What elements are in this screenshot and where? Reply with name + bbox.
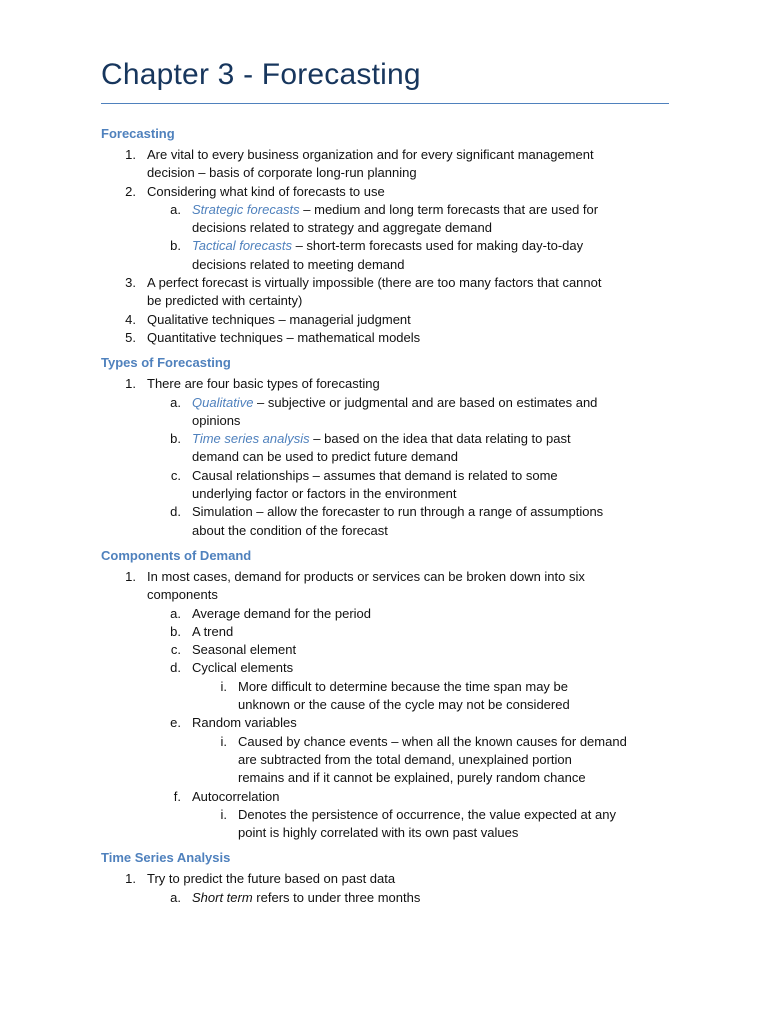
list-item-text xyxy=(192,605,371,623)
list-item-line xyxy=(0,806,768,824)
list-marker: c. xyxy=(170,467,181,483)
list-item-line xyxy=(0,448,768,466)
list-item-line xyxy=(0,274,768,292)
list-item-line xyxy=(0,329,768,347)
list-item-line xyxy=(0,714,768,732)
list-item xyxy=(0,467,768,504)
list-marker: c. xyxy=(170,642,181,658)
text-run: – based on the idea that data relating to past xyxy=(309,431,571,447)
list-item-text xyxy=(192,641,296,659)
list-marker: 1. xyxy=(125,147,136,162)
list-item-text xyxy=(147,870,395,888)
list-item-text xyxy=(192,503,603,521)
term-highlight: Time series analysis xyxy=(192,431,310,447)
list-item-line xyxy=(0,430,768,448)
list-item-text xyxy=(147,311,411,329)
list-item-text xyxy=(192,394,597,412)
list-marker: 1. xyxy=(125,871,136,887)
text-run: Simulation – allow the forecaster to run through a range of assumptions xyxy=(192,504,604,520)
list-marker: d. xyxy=(170,660,181,676)
list-marker: b. xyxy=(170,431,181,447)
list-item-line xyxy=(0,586,768,604)
text-run: Autocorrelation xyxy=(192,788,280,804)
list-item-line xyxy=(0,788,768,806)
list-item-text xyxy=(192,256,404,274)
list-item-line xyxy=(0,678,768,696)
list-item-text xyxy=(238,696,570,714)
list-item xyxy=(0,641,768,659)
term-highlight: Strategic forecasts xyxy=(192,201,300,217)
emphasis-text: Short term xyxy=(192,889,253,905)
list-item-line xyxy=(0,605,768,623)
list-item-line xyxy=(0,467,768,485)
text-run: Average demand for the period xyxy=(192,605,371,621)
list-item-text xyxy=(192,485,456,503)
list-item xyxy=(0,806,768,843)
section-heading xyxy=(0,353,768,375)
list-marker: a. xyxy=(170,889,181,905)
list-item xyxy=(0,503,768,540)
text-run: There are four basic types of forecasting xyxy=(147,376,380,392)
text-run: – subjective or judgmental and are based on estimates and xyxy=(253,394,598,410)
list-item-line xyxy=(0,824,768,842)
list-item xyxy=(0,183,768,201)
list-item-text xyxy=(192,623,233,641)
list-marker: b. xyxy=(170,623,181,639)
list-item xyxy=(0,788,768,806)
text-run: decisions related to meeting demand xyxy=(192,256,405,272)
text-run: about the condition of the forecast xyxy=(192,522,388,538)
list-item-text xyxy=(192,201,598,219)
text-run: underlying factor or factors in the environment xyxy=(192,486,457,502)
list-item xyxy=(0,329,768,347)
list-marker: 3. xyxy=(125,275,136,291)
list-item-line xyxy=(0,292,768,310)
text-run: point is highly correlated with its own past values xyxy=(238,825,519,841)
text-run: opinions xyxy=(192,412,241,428)
list-marker: a. xyxy=(170,394,181,410)
list-item xyxy=(0,237,768,274)
list-item-line xyxy=(0,412,768,430)
list-item-text xyxy=(238,806,616,824)
term-highlight: Qualitative xyxy=(192,394,254,410)
list-item-text xyxy=(192,889,420,907)
text-run: – medium and long term forecasts that are used for xyxy=(299,201,599,217)
list-item-line xyxy=(0,641,768,659)
text-run: In most cases, demand for products or services can be broken down into six xyxy=(147,568,585,584)
list-item-line xyxy=(0,219,768,237)
list-item-line xyxy=(0,394,768,412)
text-run: A perfect forecast is virtually impossible (there are too many factors that cannot xyxy=(147,275,602,291)
section-heading xyxy=(0,124,768,146)
text-run: Causal relationships – assumes that demand is related to some xyxy=(192,467,558,483)
list-item xyxy=(0,430,768,467)
list-item-text xyxy=(192,219,492,237)
list-item-text xyxy=(147,146,594,164)
section-heading-text: Time Series Analysis xyxy=(101,850,231,866)
list-marker: i. xyxy=(220,806,227,822)
list-item-line xyxy=(0,623,768,641)
list-item xyxy=(0,394,768,431)
list-marker: 1. xyxy=(125,568,136,584)
list-item-text xyxy=(192,659,293,677)
list-item-text xyxy=(192,714,297,732)
list-item-text xyxy=(238,751,572,769)
list-item-line xyxy=(0,889,768,907)
section xyxy=(0,546,768,842)
list-marker: a. xyxy=(170,605,181,621)
page-title: Chapter 3 - Forecasting xyxy=(101,58,421,91)
text-run: Are vital to every business organization and for every significant management xyxy=(147,147,594,162)
text-run: are subtracted from the total demand, unexplained portion xyxy=(238,751,572,767)
list-item-line xyxy=(0,503,768,521)
section-heading xyxy=(0,546,768,568)
text-run: remains and if it cannot be explained, purely random chance xyxy=(238,770,586,786)
list-item-line xyxy=(0,237,768,255)
list-item xyxy=(0,568,768,605)
text-run: be predicted with certainty) xyxy=(147,293,303,309)
list-marker: 5. xyxy=(125,329,136,345)
list-item xyxy=(0,623,768,641)
text-run: – short-term forecasts used for making day-to-day xyxy=(291,238,584,254)
list-marker: a. xyxy=(170,201,181,217)
list-item-line xyxy=(0,375,768,393)
list-item-line xyxy=(0,659,768,677)
list-item-text xyxy=(238,769,586,787)
list-marker: i. xyxy=(220,733,227,749)
text-run: Seasonal element xyxy=(192,642,297,658)
text-run: decision – basis of corporate long-run planning xyxy=(147,165,417,181)
list-item xyxy=(0,889,768,907)
list-item-text xyxy=(147,568,585,586)
list-item-text xyxy=(192,412,240,430)
list-item-text xyxy=(238,733,627,751)
list-item-text xyxy=(147,375,380,393)
list-item-text xyxy=(147,164,417,182)
text-run: A trend xyxy=(192,623,234,639)
list-item-line xyxy=(0,311,768,329)
list-marker: 2. xyxy=(125,183,136,199)
list-marker: i. xyxy=(220,678,227,694)
list-item-text xyxy=(147,183,385,201)
text-run: Caused by chance events – when all the known causes for demand xyxy=(238,733,627,749)
list-item-line xyxy=(0,696,768,714)
list-item-line xyxy=(0,751,768,769)
text-run: Quantitative techniques – mathematical models xyxy=(147,329,421,345)
list-item-text xyxy=(192,430,571,448)
list-marker: 4. xyxy=(125,311,136,327)
list-item xyxy=(0,311,768,329)
section-heading-text: Components of Demand xyxy=(101,547,252,563)
list-item-line xyxy=(0,733,768,751)
text-run: More difficult to determine because the time span may be xyxy=(238,678,568,694)
list-item xyxy=(0,146,768,183)
list-item-text xyxy=(147,329,420,347)
section-heading xyxy=(0,848,768,870)
list-item xyxy=(0,870,768,888)
list-marker: e. xyxy=(170,715,181,731)
list-item-text xyxy=(192,522,388,540)
list-item-line xyxy=(0,164,768,182)
list-item-line xyxy=(0,256,768,274)
title-rule xyxy=(101,103,669,104)
list-item-line xyxy=(0,522,768,540)
list-item-text xyxy=(147,586,218,604)
list-item xyxy=(0,375,768,393)
list-item xyxy=(0,733,768,788)
list-marker: 1. xyxy=(125,376,136,392)
list-item-text xyxy=(238,678,568,696)
list-item-text xyxy=(192,448,458,466)
section-heading-text: Forecasting xyxy=(101,126,175,141)
list-item-line xyxy=(0,146,768,164)
text-run: components xyxy=(147,587,218,603)
text-run: demand can be used to predict future demand xyxy=(192,449,458,465)
list-item-line xyxy=(0,183,768,201)
list-item-line xyxy=(0,568,768,586)
list-item-line xyxy=(0,485,768,503)
text-run: Qualitative techniques – managerial judgment xyxy=(147,311,411,327)
text-run: Considering what kind of forecasts to use xyxy=(147,183,385,199)
list-item-text xyxy=(147,292,302,310)
list-item-line xyxy=(0,870,768,888)
section xyxy=(0,848,768,907)
section xyxy=(0,124,768,347)
list-item-text xyxy=(192,237,583,255)
term-highlight: Tactical forecasts xyxy=(192,238,292,254)
list-item-text xyxy=(147,274,602,292)
list-item xyxy=(0,605,768,623)
document-body xyxy=(0,124,768,907)
text-run: decisions related to strategy and aggregate demand xyxy=(192,220,492,236)
section-heading-text: Types of Forecasting xyxy=(101,355,231,371)
list-item-text xyxy=(192,467,558,485)
list-item xyxy=(0,659,768,677)
text-run: Random variables xyxy=(192,715,297,731)
list-item-text xyxy=(238,824,518,842)
list-marker: f. xyxy=(173,788,181,804)
list-item-line xyxy=(0,201,768,219)
list-marker: b. xyxy=(170,238,181,254)
list-item-text xyxy=(192,788,279,806)
list-item-line xyxy=(0,769,768,787)
text-run: Denotes the persistence of occurrence, the value expected at any xyxy=(238,806,616,822)
list-item xyxy=(0,201,768,238)
text-run: refers to under three months xyxy=(252,889,421,905)
list-item xyxy=(0,274,768,311)
section xyxy=(0,353,768,540)
text-run: Try to predict the future based on past data xyxy=(147,871,396,887)
text-run: unknown or the cause of the cycle may not be considered xyxy=(238,697,570,713)
list-marker: d. xyxy=(170,504,181,520)
list-item xyxy=(0,678,768,715)
text-run: Cyclical elements xyxy=(192,660,294,676)
list-item xyxy=(0,714,768,732)
